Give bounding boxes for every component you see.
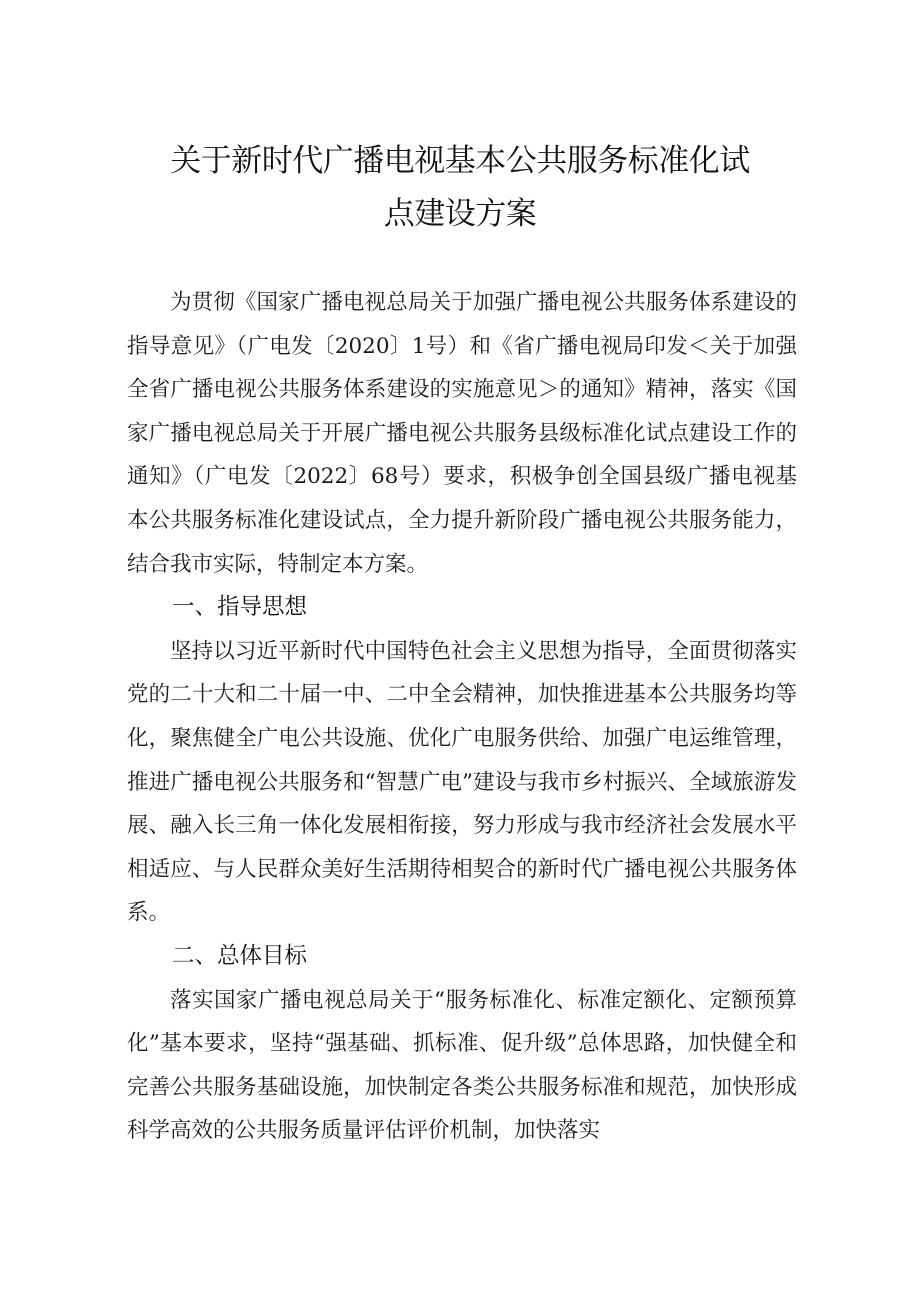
- intro-paragraph: 为贯彻《国家广播电视总局关于加强广播电视公共服务体系建设的指导意见》（广电发〔2020〕1号）和《省广播电视局印发＜关于加强全省广播电视公共服务体系建设的实施意见＞的通知》精神，落实《国家广播电视总局关于开展广播电视公共服务县级标准化试点建设工作的通知》（广电发〔2022〕68号）要求，积极争创全国县级广播电视基本公共服务标准化建设试点，全力提升新阶段广播电视公共服务能力，结合我市实际，特制定本方案。: [127, 290, 797, 577]
- overall-goals-paragraph: 落实国家广播电视总局关于“服务标准化、标准定额化、定额预算化”基本要求，坚持“强基础、抓标准、促升级”总体思路，加快健全和完善公共服务基础设施，加快制定各类公共服务标准和规范，加快形成科学高效的公共服务质量评估评价机制，加快落实: [127, 987, 797, 1144]
- document-body: [127, 281, 797, 1153]
- document-title-line-1: 关于新时代广播电视基本公共服务标准化试: [170, 143, 750, 179]
- document-title-line-2: 点建设方案: [383, 196, 537, 232]
- section-heading-overall-goals: 二、总体目标: [172, 942, 308, 969]
- section-heading-guiding-ideology: 一、指导思想: [172, 594, 308, 621]
- guiding-ideology-paragraph: 坚持以习近平新时代中国特色社会主义思想为指导，全面贯彻落实党的二十大和二十届一中、二中全会精神，加快推进基本公共服务均等化，聚焦健全广电公共设施、优化广电服务供给、加强广电运维管理，推进广播电视公共服务和“智慧广电”建设与我市乡村振兴、全域旅游发展、融入长三角一体化发展相衔接，努力形成与我市经济社会发展水平相适应、与人民群众美好生活期待相契合的新时代广播电视公共服务体系。: [127, 638, 797, 926]
